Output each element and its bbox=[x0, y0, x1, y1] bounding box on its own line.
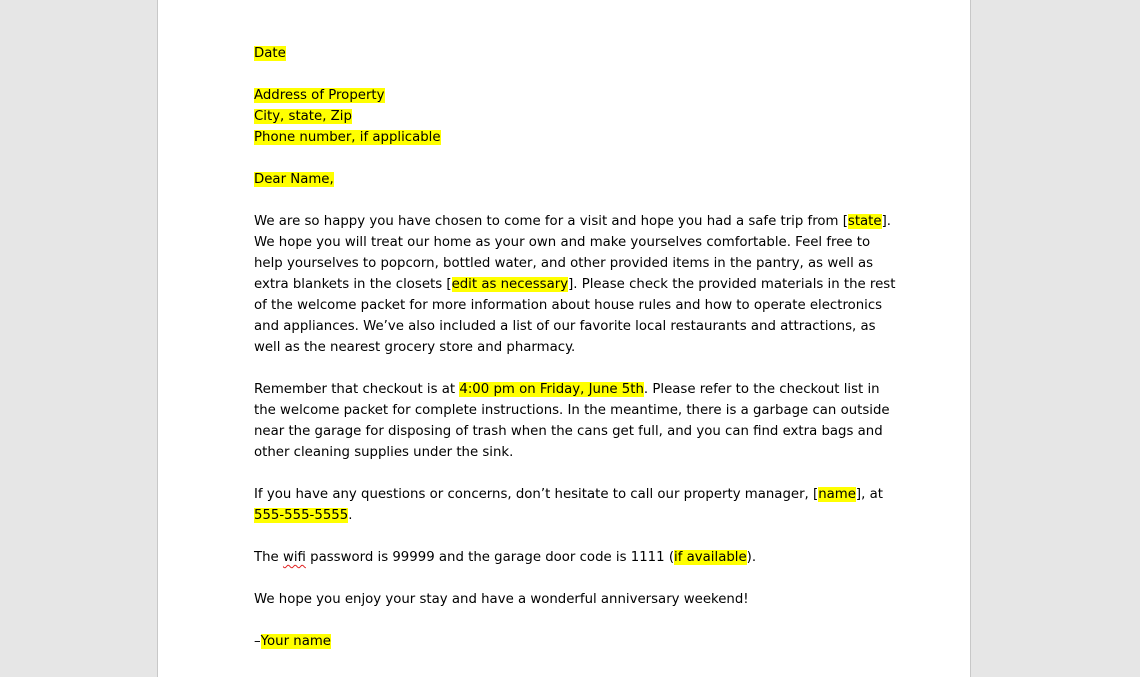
closing-paragraph bbox=[254, 589, 894, 610]
p1-line1-text: We are so happy you have chosen to come for a visit and hope you had a safe trip from [ bbox=[254, 214, 848, 229]
address-line-1: Address of Property bbox=[254, 88, 385, 103]
address-line-2: City, state, Zip bbox=[254, 109, 352, 124]
phone-placeholder: 555-555-5555 bbox=[254, 508, 349, 523]
checkout-time-placeholder: 4:00 pm on Friday, June 5th bbox=[459, 382, 644, 397]
signoff-dash: – bbox=[254, 634, 261, 649]
date-paragraph bbox=[254, 43, 894, 64]
spelling-error-wifi[interactable]: wifi bbox=[282, 550, 306, 565]
your-name-placeholder: Your name bbox=[260, 634, 331, 649]
checkout-paragraph bbox=[254, 379, 894, 463]
state-placeholder: state bbox=[847, 214, 882, 229]
closing-line: We hope you enjoy your stay and have a wonderful anniversary weekend! bbox=[254, 592, 749, 607]
p2-line2: the welcome packet for complete instructions. In the meantime, there is a garbage can outside bbox=[254, 403, 890, 418]
address-block bbox=[254, 85, 894, 148]
p1-line4-end: ]. Please check the provided materials in the rest bbox=[568, 277, 896, 292]
salutation-paragraph bbox=[254, 169, 894, 190]
salutation: Dear Name, bbox=[254, 172, 334, 187]
p4-text-end: ). bbox=[746, 550, 757, 565]
p1-line7: well as the nearest grocery store and pharmacy. bbox=[254, 340, 576, 355]
manager-name-placeholder: name bbox=[818, 487, 856, 502]
p1-line1-end: ]. bbox=[881, 214, 891, 229]
letter-body[interactable] bbox=[254, 43, 894, 673]
document-page[interactable] bbox=[157, 0, 971, 677]
p4-text-start: The bbox=[254, 550, 283, 565]
p4-text-middle: password is 99999 and the garage door code is 1111 ( bbox=[305, 550, 675, 565]
signoff-paragraph bbox=[254, 631, 894, 652]
p1-line4-text: extra blankets in the closets [ bbox=[254, 277, 452, 292]
p2-line1-text: Remember that checkout is at bbox=[254, 382, 460, 397]
welcome-paragraph bbox=[254, 211, 894, 358]
edit-placeholder: edit as necessary bbox=[451, 277, 569, 292]
p1-line5: of the welcome packet for more information about house rules and how to operate electronics bbox=[254, 298, 883, 313]
p2-line1-end: . Please refer to the checkout list in bbox=[643, 382, 880, 397]
p2-line3: near the garage for disposing of trash when the cans get full, and you can find extra bags and bbox=[254, 424, 883, 439]
address-line-3: Phone number, if applicable bbox=[254, 130, 441, 145]
date-placeholder: Date bbox=[254, 46, 286, 61]
if-available-placeholder: if available bbox=[674, 550, 747, 565]
p3-line2-end: . bbox=[348, 508, 353, 523]
p1-line3: help yourselves to popcorn, bottled water, and other provided items in the pantry, as well as bbox=[254, 256, 874, 271]
contact-paragraph bbox=[254, 484, 894, 526]
wifi-paragraph bbox=[254, 547, 894, 568]
p3-line1-end: ], at bbox=[855, 487, 883, 502]
p1-line2: We hope you will treat our home as your own and make yourselves comfortable. Feel free to bbox=[254, 235, 871, 250]
p1-line6: and appliances. We’ve also included a list of our favorite local restaurants and attractions, as bbox=[254, 319, 876, 334]
p2-line4: other cleaning supplies under the sink. bbox=[254, 445, 514, 460]
p3-line1-text: If you have any questions or concerns, don’t hesitate to call our property manager, [ bbox=[254, 487, 819, 502]
